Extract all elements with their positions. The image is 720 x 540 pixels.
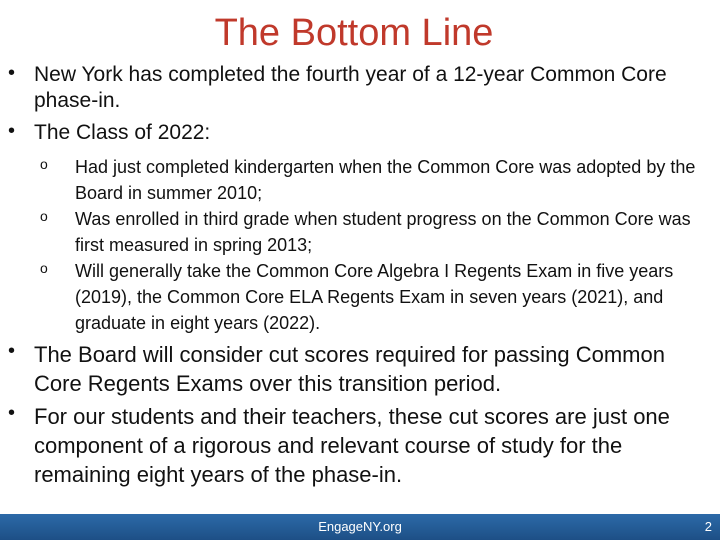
bullet-text: The Board will consider cut scores required for passing Common Core Regents Exams over this transition period. <box>34 342 665 396</box>
sub-bullet-marker: o <box>40 156 48 172</box>
sub-bullet-marker: o <box>40 208 48 224</box>
page-number: 2 <box>704 519 712 534</box>
bullet-text: New York has completed the fourth year of a 12-year Common Core phase-in. <box>34 63 667 112</box>
sub-bullet-text: Was enrolled in third grade when student progress on the Common Core was first measured in spring 2013; <box>75 209 691 255</box>
bullet-marker: • <box>8 120 16 142</box>
sub-bullet-marker: o <box>40 260 48 276</box>
bullet-marker: • <box>8 340 16 362</box>
sub-bullet-text: Had just completed kindergarten when the Common Core was adopted by the Board in summer 2010; <box>75 157 696 203</box>
footer-bar <box>0 514 720 540</box>
bullet-marker: • <box>8 402 16 424</box>
bullet-text: For our students and their teachers, these cut scores are just one component of a rigorous and relevant course of study for the remaining eight years of the phase-in. <box>34 404 670 487</box>
footer-website: EngageNY.org <box>318 519 402 534</box>
bullet-marker: • <box>8 62 16 84</box>
bullet-text: The Class of 2022: <box>34 121 211 144</box>
slide-title: The Bottom Line <box>214 12 494 54</box>
sub-bullet-text: Will generally take the Common Core Algebra I Regents Exam in five years (2019), the Common Core ELA Regents Exam in seven years (2021), and graduate in eight years (2022). <box>75 261 674 333</box>
